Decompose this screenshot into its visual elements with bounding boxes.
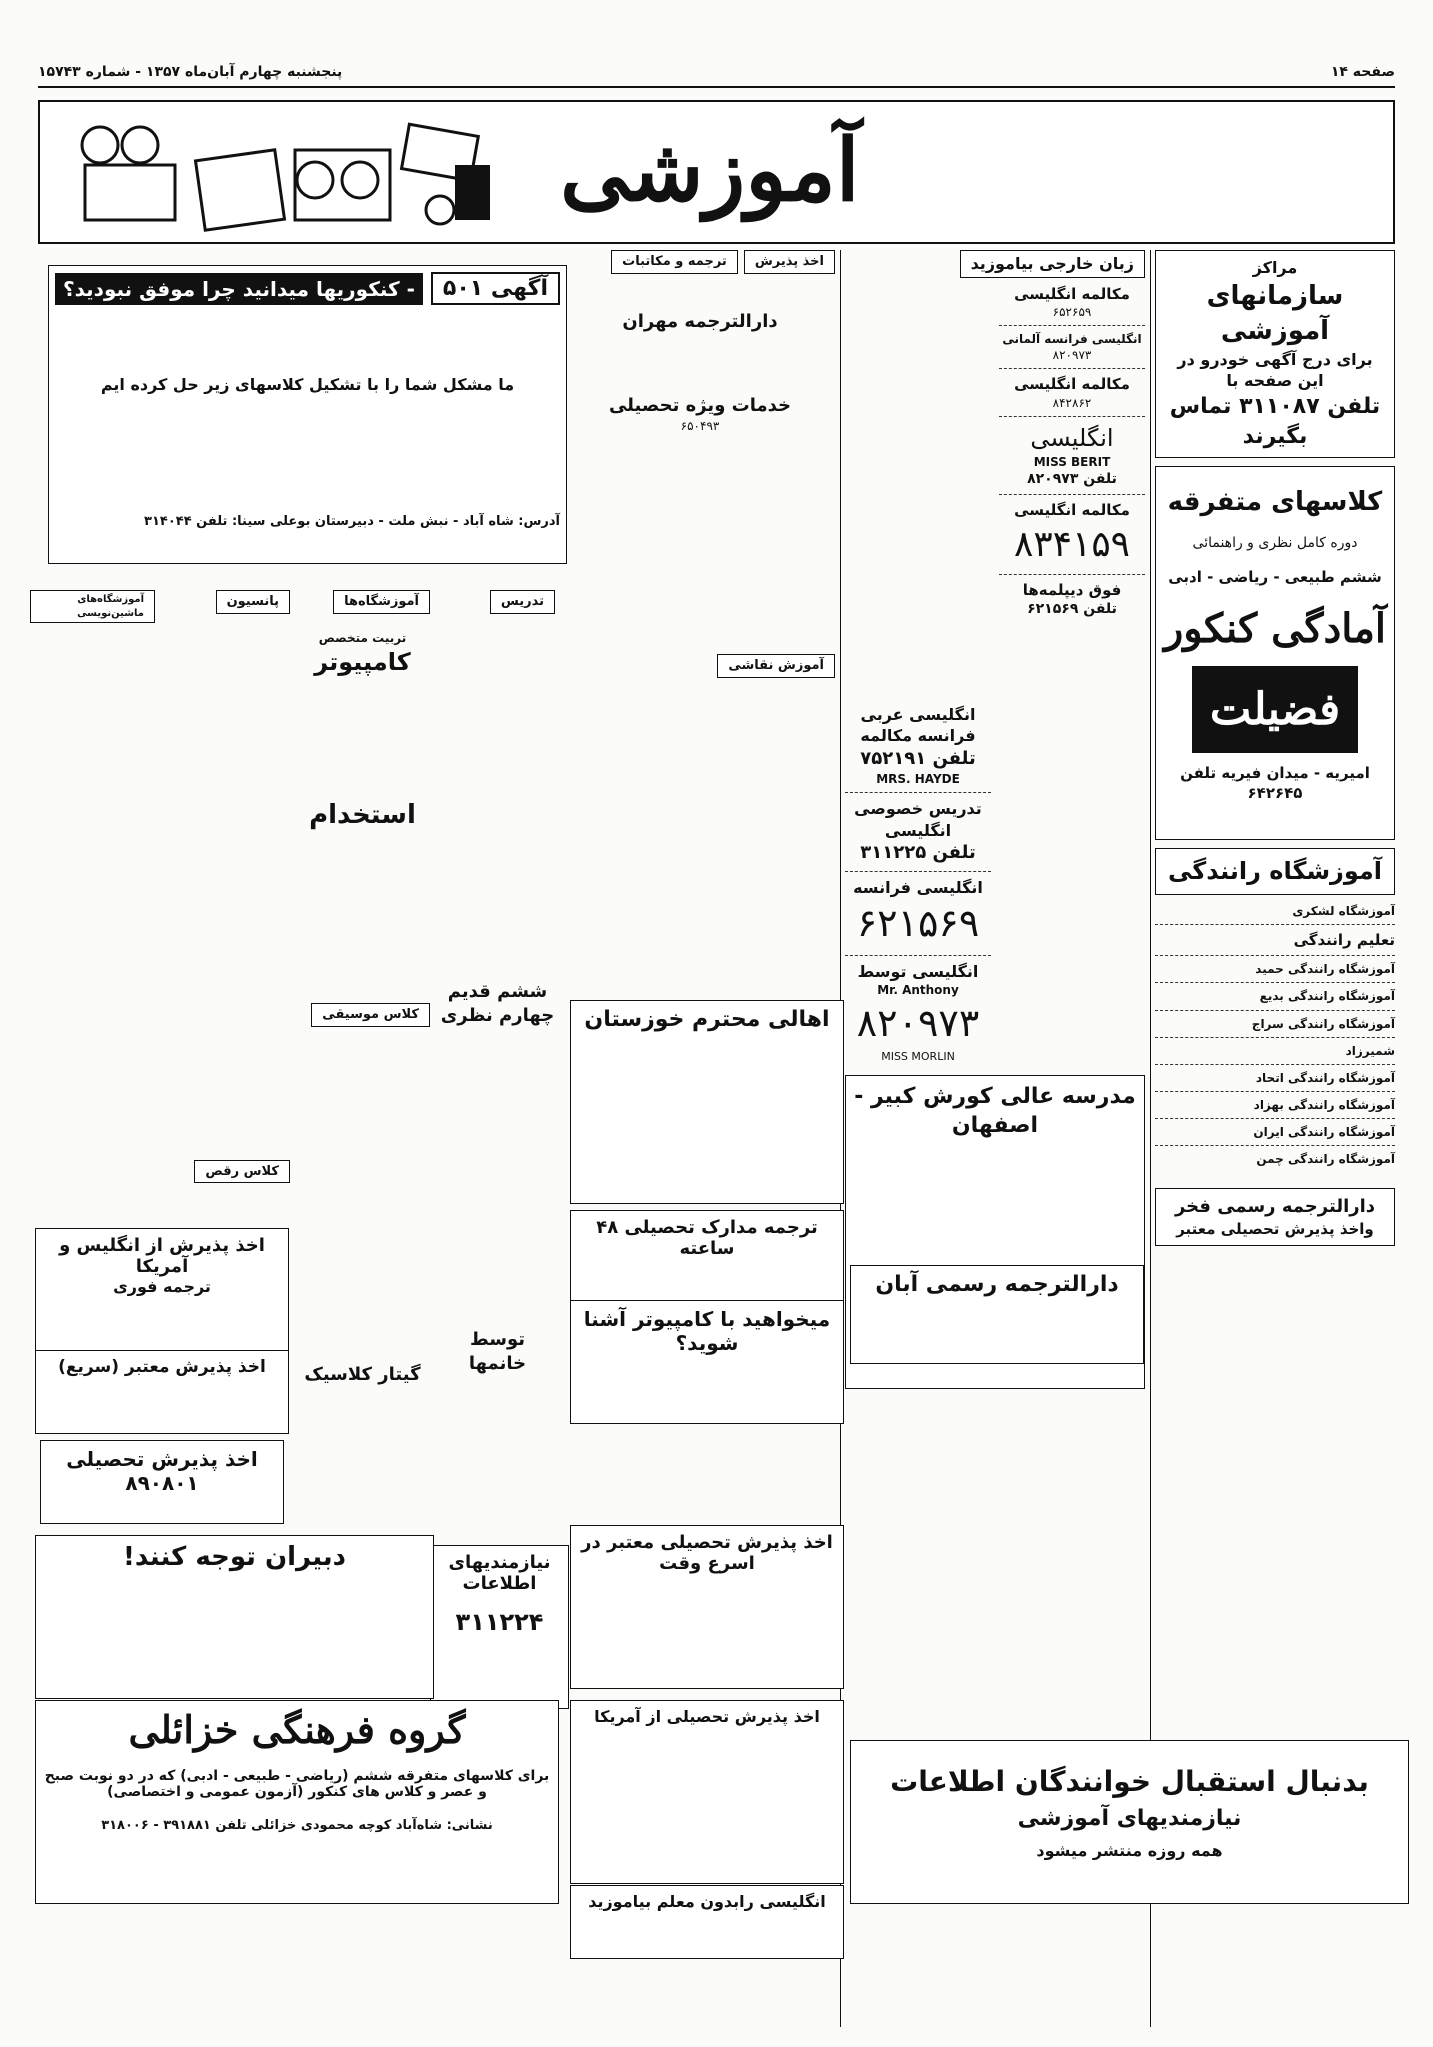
- bottom-promo-sub: نیازمندیهای آموزشی: [1017, 1806, 1242, 1831]
- column-pansion: [160, 590, 290, 1189]
- bottom-promo-title: بدنبال استقبال خوانندگان اطلاعات: [890, 1765, 1369, 1798]
- bbc-box: [570, 1885, 844, 1959]
- ad-phone: تلفن ۳۱۱۲۲۵: [860, 842, 976, 864]
- list-item: آموزشگاه لشکری: [1292, 903, 1395, 918]
- ad-label: مکالمه انگلیسی: [1014, 501, 1130, 520]
- niazmandi-box: [430, 1545, 569, 1709]
- languages-title: زبان خارجی بیاموزید: [960, 250, 1145, 278]
- section-tag: آموزشگاه‌ها: [333, 590, 430, 614]
- fazilat-logo: فضیلت: [1192, 666, 1358, 753]
- tahsili-phone: ۶۵۰۴۹۳: [680, 419, 720, 434]
- teacher-name: MISS BERIT: [1033, 455, 1111, 470]
- section-tag: پانسیون: [216, 590, 290, 614]
- sheshom-title: ششم قدیم چهارم نظری: [440, 980, 555, 1026]
- promo-title-1: مراکز: [1252, 258, 1298, 277]
- driving-title: آموزشگاه رانندگی: [1168, 857, 1382, 886]
- konkur-ad-headline: - کنکوریها میدانید چرا موفق نبودید؟: [55, 273, 423, 305]
- ad-label: فوق دیپلمه‌ها: [1022, 581, 1122, 600]
- akhz-motabar-box: [570, 1525, 844, 1689]
- section-tag: آموزشگاه‌های ماشین‌نویسی: [30, 590, 155, 623]
- section-tag: کلاس رقص: [194, 1160, 290, 1184]
- promo-body: برای درج آگهی خودرو در این صفحه با: [1177, 349, 1373, 391]
- madrese-title: مدرسه عالی کورش کبیر - اصفهان: [854, 1083, 1136, 1139]
- gitar-title: گیتار کلاسیک: [304, 1363, 421, 1385]
- driving-col-a: [1155, 903, 1395, 1168]
- list-item: آموزشگاه رانندگی اتحاد: [1255, 1070, 1395, 1085]
- ad-phone: ۸۲۰۹۷۳: [1052, 348, 1092, 363]
- ad-phone: ۶۲۱۵۶۹: [856, 901, 980, 946]
- ad-phone: ۸۲۰۹۷۳: [856, 1001, 980, 1046]
- bottom-promo-box: [850, 1740, 1409, 1904]
- teacher-name: MRS. HAYDE: [876, 772, 960, 787]
- teacher-name: MISS MORLIN: [881, 1049, 955, 1063]
- fazilat-address: امیریه - میدان فیریه تلفن ۶۴۲۶۴۵: [1180, 763, 1370, 803]
- aban-box: [850, 1265, 1144, 1364]
- akhz-motabar-title: اخذ پذیرش تحصیلی معتبر در اسرع وقت: [581, 1532, 833, 1574]
- tarjome48-box: [570, 1210, 844, 1304]
- goruh-box: [35, 1700, 559, 1904]
- column-amuzeshgah: [295, 590, 430, 1387]
- list-item: آموزشگاه رانندگی چمن: [1256, 1152, 1395, 1167]
- akhz-tahsili-box: [40, 1440, 284, 1524]
- america-title: اخذ پذیرش تحصیلی از آمریکا: [594, 1707, 820, 1726]
- dabiran-box: [35, 1535, 434, 1699]
- computer-q-title: میخواهید با کامپیوتر آشنا شوید؟: [583, 1307, 831, 1355]
- akhz-england-box: [35, 1228, 289, 1352]
- estekhdam-title: استخدام: [309, 800, 416, 831]
- languages-grid: [845, 284, 1145, 1065]
- ad-label: انگلیسی فرانسه آلمانی: [1002, 332, 1142, 347]
- tarjome-fori: ترجمه فوری: [113, 1277, 211, 1296]
- america-box: [570, 1700, 844, 1884]
- list-item: آموزشگاه رانندگی بدیع: [1259, 989, 1395, 1004]
- section-tag: ترجمه و مکاتبات: [611, 250, 738, 274]
- konkur-ad-address: آدرس: شاه آباد - نبش ملت - دبیرستان بوعلی سینا: تلفن ۳۱۴۰۴۴: [144, 514, 560, 529]
- list-item: آموزشگاه رانندگی ایران: [1253, 1125, 1395, 1140]
- column-right: [1155, 250, 1395, 1254]
- ad-label: مکالمه انگلیسی: [1014, 375, 1130, 394]
- ad-label: انگلیسی توسط: [857, 961, 979, 981]
- konkur-ad-label: آگهی ۵۰۱: [431, 272, 560, 305]
- tarbiat-title: تربیت متخصص: [318, 630, 407, 645]
- konkur-ad-body: ما مشکل شما را با تشکیل کلاسهای زیر حل کرده ایم: [100, 375, 515, 394]
- column-machine: [30, 590, 155, 629]
- ad-label: مکالمه انگلیسی: [1014, 284, 1130, 303]
- ad-phone: ۸۴۲۸۶۲: [1052, 395, 1092, 410]
- list-item: آموزشگاه رانندگی سراج: [1251, 1016, 1395, 1031]
- column-middle: [565, 250, 835, 684]
- header-rule: [38, 86, 1395, 88]
- akhz-england-title: اخذ پذیرش از انگلیس و آمریکا: [59, 1235, 265, 1277]
- konkur-ad-box: [48, 265, 567, 564]
- bottom-promo-note: همه روزه منتشر میشود: [1036, 1841, 1223, 1860]
- column-languages: [845, 250, 1145, 1397]
- aban-title: دارالترجمه رسمی آبان: [875, 1272, 1119, 1297]
- fakhr-box: [1155, 1188, 1395, 1247]
- classes-box: [1155, 466, 1395, 840]
- niazmandi-title: نیازمندیهای اطلاعات: [448, 1552, 551, 1594]
- akhz-tahsili-phone: ۸۹۰۸۰۱: [125, 1471, 199, 1495]
- akhz-tahsili-title: اخذ پذیرش تحصیلی: [66, 1447, 258, 1471]
- ad-label: انگلیسی عربی فرانسه مکالمه: [860, 704, 976, 746]
- section-tag: کلاس موسیقی: [311, 1003, 430, 1027]
- goruh-body: برای کلاسهای متفرقه ششم (ریاضی - طبیعی - ادبی) که در دو نوبت صبح و عصر و کلاس های کنکور (آزمون عمومی و اختصاصی): [44, 1768, 550, 1800]
- goruh-title: گروه فرهنگی خزائلی: [128, 1707, 466, 1752]
- ad-label: تدریس خصوصی انگلیسی: [854, 799, 982, 840]
- languages-col-b: [845, 284, 991, 1065]
- list-item: آموزشگاه رانندگی حمید: [1255, 962, 1395, 977]
- ad-phone: تلفن ۸۲۰۹۷۳: [1027, 471, 1117, 488]
- konkur-ad-header: [55, 272, 560, 305]
- niazmandi-phone: ۳۱۱۲۲۴: [455, 1608, 544, 1636]
- section-tag: آموزش نقاشی: [717, 654, 835, 678]
- section-tag: اخذ پذیرش: [744, 250, 835, 274]
- list-item: شمیرزاد: [1345, 1043, 1395, 1058]
- teacher-name: Mr. Anthony: [877, 983, 959, 998]
- section-tag: تدریس: [490, 590, 555, 614]
- ad-label: انگلیسی: [1030, 423, 1114, 452]
- bbc-title: انگلیسی رابدون معلم بیاموزید: [588, 1892, 826, 1911]
- section-banner: [38, 100, 1395, 244]
- page-number: صفحه ۱۴: [1330, 64, 1395, 80]
- ad-phone: ۶۵۲۶۵۹: [1052, 304, 1092, 319]
- computer-q-box: [570, 1300, 844, 1424]
- fakhr-body: واخذ پذیرش تحصیلی معتبر: [1176, 1219, 1374, 1238]
- list-item: آموزشگاه رانندگی بهزاد: [1253, 1098, 1395, 1113]
- ad-label: انگلیسی فرانسه: [853, 877, 983, 897]
- ad-phone: تلفن ۶۲۱۵۶۹: [1027, 601, 1117, 618]
- languages-col-a: [999, 284, 1145, 1065]
- section-title: آموزشی: [560, 120, 860, 221]
- equipment-illustration: [60, 110, 500, 232]
- ad-phone: ۸۳۴۱۵۹: [1013, 523, 1130, 565]
- issue-date: پنجشنبه چهارم آبان‌ماه ۱۳۵۷ - شماره ۱۵۷۴۳: [38, 64, 343, 80]
- akhz-motabar2-box: [35, 1350, 289, 1434]
- middle-top-tags: [565, 250, 835, 280]
- driving-list: [1155, 903, 1395, 1168]
- tavasot-title: توسط خانمها: [468, 1329, 527, 1375]
- fakhr-title: دارالترجمه رسمی فخر: [1174, 1195, 1376, 1217]
- promo-box: [1155, 250, 1395, 458]
- promo-phone: تلفن ۳۱۱۰۸۷ تماس بگیرند: [1169, 393, 1381, 449]
- driving-box: [1155, 848, 1395, 894]
- computer-title: کامپیوتر: [314, 647, 411, 676]
- konkur-title: آمادگی کنکور: [1163, 604, 1387, 652]
- tahsili-title: خدمات ویژه تحصیلی: [608, 394, 792, 416]
- ahali-title: اهالی محترم خوزستان: [584, 1007, 830, 1032]
- list-item: تعلیم رانندگی: [1293, 930, 1395, 949]
- mehran-title: دارالترجمه مهران: [622, 310, 778, 332]
- column-tadris: [440, 590, 555, 1377]
- classes-body: دوره کامل نظری و راهنمائی: [1192, 535, 1358, 552]
- goruh-address: نشانی: شاه‌آباد کوچه محمودی خزائلی تلفن ۳۹۱۸۸۱ - ۳۱۸۰۰۶: [101, 1818, 493, 1833]
- tarjome48-title: ترجمه مدارک تحصیلی ۴۸ ساعته: [596, 1217, 818, 1259]
- akhz-motabar2-title: اخذ پذیرش معتبر (سریع): [58, 1357, 266, 1377]
- ad-phone: تلفن ۷۵۲۱۹۱: [860, 747, 976, 769]
- classes-subjects: ششم طبیعی - ریاضی - ادبی: [1168, 568, 1382, 587]
- dabiran-title: دبیران توجه کنند!: [123, 1542, 346, 1572]
- promo-title-2: سازمانهای آموزشی: [1206, 280, 1344, 346]
- classes-title: کلاسهای متفرقه: [1167, 487, 1383, 518]
- page-header: [38, 64, 1395, 80]
- ahali-box: [570, 1000, 844, 1204]
